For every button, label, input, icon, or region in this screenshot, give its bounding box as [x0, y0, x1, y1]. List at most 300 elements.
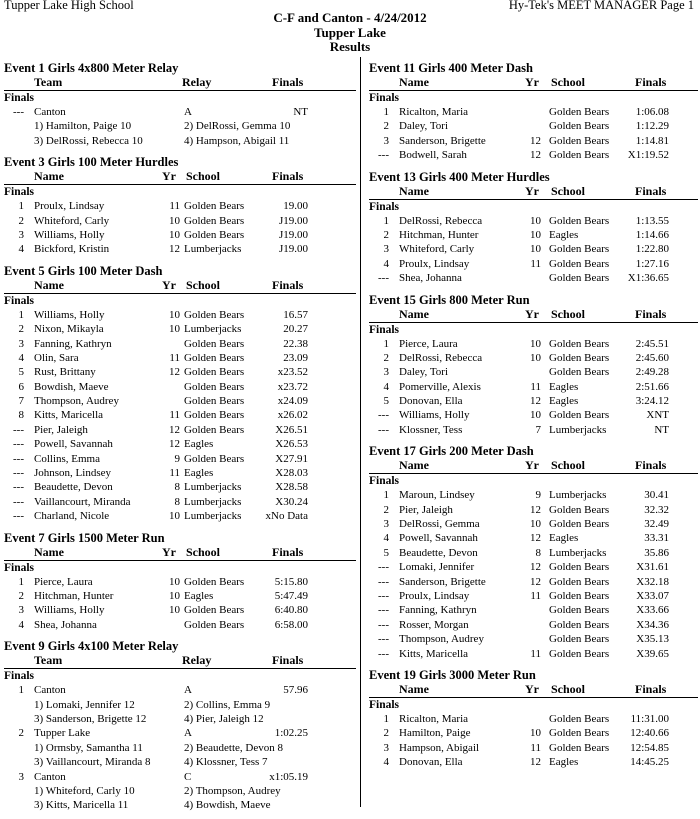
athlete-name: Bowdish, Maeve	[34, 380, 109, 393]
athlete-year: 10	[169, 228, 180, 241]
result-row	[369, 589, 698, 603]
finals-time: X33.66	[636, 604, 669, 617]
place: ---	[13, 452, 24, 465]
result-row	[4, 575, 356, 589]
result-row	[4, 322, 356, 336]
athlete-name: Thompson, Audrey	[399, 633, 484, 646]
place: 5	[383, 546, 389, 559]
place: ---	[378, 409, 389, 422]
place: ---	[13, 495, 24, 508]
finals-time: 32.32	[644, 503, 669, 516]
finals-time: x1:05.19	[269, 770, 308, 783]
header-finals: Finals	[635, 183, 667, 198]
result-row	[369, 351, 698, 365]
athlete-name: Donovan, Ella	[399, 756, 463, 769]
place: 3	[383, 134, 389, 147]
athlete-name: Powell, Savannah	[399, 532, 478, 545]
athlete-name: Johnson, Lindsey	[34, 467, 111, 480]
left-column	[4, 60, 356, 819]
place: ---	[378, 618, 389, 631]
relay-member: 3) Sanderson, Brigette 12	[34, 712, 147, 725]
finals-time: 2:51.66	[635, 380, 669, 393]
finals-time: 1:22.80	[635, 243, 669, 256]
header-school: School	[551, 75, 586, 89]
athlete-year: 11	[530, 257, 541, 270]
athlete-name: Kitts, Maricella	[34, 409, 104, 422]
athlete-year: 12	[530, 134, 541, 147]
meet-title: C-F and Canton - 4/24/2012	[273, 10, 427, 25]
event-block	[369, 292, 698, 438]
result-row	[4, 452, 356, 466]
finals-time: X1:36.65	[627, 272, 669, 285]
place: 2	[383, 228, 389, 241]
athlete-year: 12	[169, 423, 180, 436]
relay-member: 2) DelRossi, Gemma 10	[184, 120, 291, 133]
school-name: Golden Bears	[549, 106, 610, 118]
relay-member: 3) Vaillancourt, Miranda 8	[34, 756, 151, 769]
result-row	[369, 632, 698, 646]
place: 3	[18, 337, 24, 350]
athlete-name: DelRossi, Rebecca	[399, 351, 483, 364]
place: 3	[383, 518, 389, 531]
athlete-year: 8	[174, 481, 180, 494]
place: 1	[383, 337, 389, 350]
school-name: Golden Bears	[549, 149, 610, 162]
relay-member: 3) Kitts, Maricella 11	[34, 799, 129, 812]
school-name: Golden Bears	[184, 604, 245, 617]
result-row	[4, 214, 356, 228]
place: 2	[383, 120, 389, 133]
place: ---	[378, 561, 389, 574]
athlete-year: 8	[174, 495, 180, 508]
athlete-name: Pomerville, Alexis	[399, 380, 481, 393]
finals-time: 5:47.49	[274, 589, 308, 602]
finals-time: 14:45.25	[630, 756, 669, 769]
athlete-year: 11	[169, 351, 180, 364]
athlete-name: Vaillancourt, Miranda	[34, 495, 131, 508]
finals-time: 1:14.66	[635, 228, 669, 241]
place: ---	[378, 575, 389, 588]
relay-members-row	[4, 134, 356, 148]
school-name: Golden Bears	[549, 575, 610, 588]
athlete-name: Kitts, Maricella	[399, 647, 469, 660]
place: 4	[383, 756, 389, 769]
relay-row	[4, 770, 356, 784]
place: 2	[383, 727, 389, 740]
athlete-name: Powell, Savannah	[34, 438, 113, 451]
school-name: Golden Bears	[549, 214, 610, 227]
finals-time: X28.58	[275, 481, 308, 494]
event-title: Event 5 Girls 100 Meter Dash	[4, 263, 163, 278]
athlete-name: Daley, Tori	[399, 120, 449, 133]
school-name: Lumberjacks	[184, 495, 242, 508]
finals-time: X30.24	[275, 495, 308, 508]
athlete-name: Whiteford, Carly	[399, 243, 475, 256]
relay-member: 4) Pier, Jaleigh 12	[184, 712, 264, 725]
athlete-name: Beaudette, Devon	[399, 546, 478, 559]
athlete-year: 11	[530, 647, 541, 660]
finals-time: J19.00	[278, 243, 308, 256]
finals-label: Finals	[4, 92, 35, 104]
school-name: Golden Bears	[549, 257, 610, 270]
place: 6	[18, 380, 24, 393]
result-row	[369, 575, 698, 589]
result-row	[4, 337, 356, 351]
finals-time: 16.57	[283, 308, 308, 321]
finals-time: x26.02	[277, 409, 308, 422]
place: 4	[18, 618, 24, 631]
relay-member: 2) Collins, Emma 9	[184, 698, 271, 711]
school-name: Eagles	[184, 467, 214, 480]
finals-label: Finals	[4, 670, 35, 683]
relay-member: 1) Whiteford, Carly 10	[34, 784, 135, 797]
result-row	[4, 308, 356, 322]
finals-time: X1:19.52	[627, 149, 669, 162]
header-year: Yr	[525, 75, 539, 89]
athlete-name: Williams, Holly	[34, 604, 105, 617]
event-block	[369, 667, 698, 770]
athlete-year: 10	[530, 337, 541, 350]
header-finals: Finals	[272, 169, 304, 184]
athlete-name: Rosser, Morgan	[399, 618, 469, 631]
header-year: Yr	[525, 306, 539, 321]
column-header-row	[4, 546, 356, 561]
finals-time: 35.86	[644, 546, 669, 559]
column-divider	[360, 57, 361, 807]
event-title: Event 3 Girls 100 Meter Hurdles	[4, 155, 179, 170]
result-row	[369, 618, 698, 632]
relay-letter: A	[184, 727, 192, 740]
finals-time: 57.96	[283, 684, 308, 697]
place: 4	[383, 257, 389, 270]
event-title: Event 1 Girls 4x800 Meter Relay	[4, 61, 179, 75]
event-title: Event 15 Girls 800 Meter Run	[369, 292, 530, 307]
school-name: Lumberjacks	[549, 489, 607, 502]
place: 3	[383, 243, 389, 256]
school-name: Golden Bears	[549, 351, 610, 364]
header-school: School	[551, 306, 586, 321]
place: 1	[18, 684, 24, 697]
athlete-year: 12	[530, 532, 541, 545]
place: ---	[378, 589, 389, 602]
result-row	[369, 546, 698, 560]
event-title: Event 9 Girls 4x100 Meter Relay	[4, 639, 179, 654]
header-school: School	[186, 169, 221, 184]
finals-time: 1:13.55	[635, 214, 669, 227]
finals-time: XNT	[646, 409, 669, 422]
result-row	[4, 495, 356, 509]
athlete-year: 10	[530, 243, 541, 256]
header-year: Yr	[162, 277, 176, 292]
place: ---	[13, 423, 24, 436]
place: 2	[18, 214, 24, 227]
result-row	[369, 337, 698, 351]
header-finals: Finals	[272, 277, 304, 292]
finals-time: 2:45.51	[635, 337, 669, 350]
place: 1	[383, 489, 389, 502]
athlete-name: Whiteford, Carly	[34, 214, 110, 227]
place: 4	[18, 243, 24, 256]
athlete-year: 10	[530, 351, 541, 364]
relay-member: 2) Beaudette, Devon 8	[184, 741, 283, 754]
finals-time: X35.13	[636, 633, 669, 646]
athlete-name: Bodwell, Sarah	[399, 149, 467, 162]
result-row	[369, 560, 698, 574]
relay-members-row	[4, 712, 356, 726]
place: 3	[18, 604, 24, 617]
column-header-row	[4, 76, 356, 91]
athlete-name: Donovan, Ella	[399, 395, 463, 408]
place: 2	[383, 351, 389, 364]
result-row	[4, 466, 356, 480]
athlete-year: 10	[530, 727, 541, 740]
finals-time: 19.00	[283, 200, 308, 213]
finals-time: X34.36	[636, 618, 669, 631]
finals-label: Finals	[369, 92, 400, 104]
school-name: Lumberjacks	[184, 323, 242, 336]
finals-time: 2:49.28	[635, 366, 669, 379]
place: 2	[18, 727, 24, 740]
result-row	[369, 119, 698, 133]
result-row	[369, 712, 698, 726]
relay-letter: A	[184, 684, 192, 697]
finals-label: Finals	[4, 561, 35, 574]
place: 1	[383, 214, 389, 227]
place: ---	[13, 481, 24, 494]
athlete-year: 9	[174, 452, 180, 465]
place: ---	[13, 510, 24, 523]
school-name: Eagles	[184, 438, 214, 451]
school-name: Golden Bears	[184, 575, 245, 588]
athlete-name: DelRossi, Rebecca	[399, 214, 483, 227]
header-name: Name	[399, 183, 429, 198]
athlete-year: 11	[530, 380, 541, 393]
column-header-row	[4, 279, 356, 294]
athlete-name: Fanning, Kathryn	[399, 604, 477, 617]
relay-members-row	[4, 741, 356, 755]
place: 3	[18, 770, 24, 783]
school-name: Golden Bears	[549, 561, 610, 574]
result-row	[369, 365, 698, 379]
athlete-name: Proulx, Lindsay	[399, 589, 470, 602]
finals-time: 2:45.60	[635, 351, 669, 364]
result-row	[4, 480, 356, 494]
finals-time: x23.52	[277, 366, 308, 379]
school-name: Lumberjacks	[184, 481, 242, 494]
finals-label: Finals	[369, 475, 400, 488]
school-name: Golden Bears	[549, 337, 610, 350]
event-title: Event 11 Girls 400 Meter Dash	[369, 61, 533, 75]
event-block	[4, 530, 356, 633]
athlete-year: 10	[530, 228, 541, 241]
event-title: Event 19 Girls 3000 Meter Run	[369, 667, 536, 682]
place: 1	[383, 712, 389, 725]
result-row	[4, 351, 356, 365]
athlete-year: 12	[169, 366, 180, 379]
header-team: Team	[34, 75, 63, 89]
athlete-name: Shea, Johanna	[34, 618, 97, 631]
result-row	[4, 603, 356, 617]
event-block	[4, 263, 356, 524]
result-row	[4, 228, 356, 242]
finals-time: x23.72	[277, 380, 308, 393]
event-title: Event 7 Girls 1500 Meter Run	[4, 530, 165, 545]
result-row	[369, 517, 698, 531]
school-name: Eagles	[549, 228, 579, 241]
header-finals: Finals	[635, 458, 667, 473]
place: 2	[18, 323, 24, 336]
result-row	[369, 603, 698, 617]
athlete-name: Proulx, Lindsay	[34, 200, 105, 213]
event-block	[4, 60, 356, 148]
meet-location: Tupper Lake	[314, 24, 386, 40]
place: ---	[13, 438, 24, 451]
result-row	[369, 242, 698, 256]
relay-letter: C	[184, 770, 192, 783]
header-year: Yr	[162, 169, 176, 184]
athlete-year: 10	[530, 214, 541, 227]
athlete-year: 12	[530, 149, 541, 162]
team-name: Canton	[34, 770, 66, 783]
school-name: Golden Bears	[549, 741, 610, 754]
athlete-year: 9	[535, 489, 541, 502]
header-name: Name	[34, 277, 64, 292]
place: 4	[383, 380, 389, 393]
athlete-name: Pier, Jaleigh	[399, 503, 453, 516]
finals-time: X31.61	[636, 561, 669, 574]
school-name: Lumberjacks	[184, 510, 242, 523]
place: ---	[378, 423, 389, 436]
result-row	[369, 503, 698, 517]
software-page-label: Hy-Tek's MEET MANAGER Page 1	[508, 0, 694, 12]
athlete-name: Williams, Holly	[34, 228, 105, 241]
finals-label: Finals	[369, 323, 400, 336]
result-row	[369, 257, 698, 271]
school-name: Golden Bears	[549, 243, 610, 256]
relay-members-row	[4, 798, 356, 812]
relay-letter: A	[184, 106, 192, 118]
place: 3	[18, 228, 24, 241]
school-name: Golden Bears	[184, 409, 245, 422]
school-name: Golden Bears	[549, 272, 610, 285]
finals-label: Finals	[4, 186, 35, 199]
result-row	[369, 394, 698, 408]
school-name: Golden Bears	[184, 337, 245, 350]
right-column	[369, 60, 698, 776]
athlete-name: Beaudette, Devon	[34, 481, 113, 494]
header-finals: Finals	[635, 306, 667, 321]
athlete-name: Williams, Holly	[34, 308, 105, 321]
header-year: Yr	[525, 183, 539, 198]
place: ---	[378, 604, 389, 617]
athlete-name: Pierce, Laura	[34, 575, 93, 588]
result-row	[4, 437, 356, 451]
place: 8	[18, 409, 24, 422]
relay-row	[4, 105, 356, 119]
result-row	[369, 726, 698, 740]
place: 3	[383, 366, 389, 379]
column-header-row	[369, 185, 698, 200]
school-name: Golden Bears	[184, 200, 245, 213]
column-header-row	[369, 76, 698, 91]
result-row	[369, 134, 698, 148]
place: 4	[18, 351, 24, 364]
header-name: Name	[399, 306, 429, 321]
finals-time: 30.41	[644, 489, 669, 502]
header-finals: Finals	[272, 544, 304, 559]
finals-time: 1:14.81	[635, 134, 669, 147]
result-row	[4, 365, 356, 379]
finals-time: X39.65	[636, 647, 669, 660]
athlete-name: Hitchman, Hunter	[399, 228, 479, 241]
athlete-year: 10	[169, 604, 180, 617]
place: 5	[18, 366, 24, 379]
place: ---	[378, 633, 389, 646]
header-finals: Finals	[635, 75, 667, 89]
header-name: Name	[399, 681, 429, 696]
result-row	[4, 589, 356, 603]
athlete-year: 11	[530, 589, 541, 602]
column-header-row	[369, 308, 698, 323]
athlete-year: 10	[169, 589, 180, 602]
place: 2	[18, 589, 24, 602]
athlete-year: 7	[535, 423, 541, 436]
relay-member: 1) Hamilton, Paige 10	[34, 120, 132, 133]
relay-members-row	[4, 784, 356, 798]
athlete-year: 11	[169, 200, 180, 213]
result-row	[4, 199, 356, 213]
school-name: Golden Bears	[549, 618, 610, 631]
school-name: Lumberjacks	[549, 423, 607, 436]
athlete-name: Ricalton, Maria	[399, 712, 469, 725]
school-name: Golden Bears	[549, 134, 610, 147]
result-row	[369, 741, 698, 755]
header-name: Name	[399, 458, 429, 473]
header-year: Yr	[525, 681, 539, 696]
school-name: Tupper Lake High School	[4, 0, 134, 12]
school-name: Golden Bears	[184, 366, 245, 379]
finals-time: 5:15.80	[274, 575, 308, 588]
school-name: Golden Bears	[549, 409, 610, 422]
finals-label: Finals	[4, 294, 35, 307]
athlete-name: Nixon, Mikayla	[34, 323, 104, 336]
finals-time: X26.53	[275, 438, 308, 451]
relay-member: 4) Klossner, Tess 7	[184, 756, 268, 769]
athlete-year: 12	[169, 438, 180, 451]
athlete-year: 10	[169, 308, 180, 321]
result-row	[4, 423, 356, 437]
place: 3	[383, 741, 389, 754]
relay-members-row	[4, 119, 356, 133]
athlete-name: Fanning, Kathryn	[34, 337, 112, 350]
finals-time: 1:02.25	[274, 727, 308, 740]
event-block	[4, 154, 356, 257]
relay-member: 4) Hampson, Abigail 11	[184, 134, 290, 147]
result-row	[369, 531, 698, 545]
header-school: School	[551, 183, 586, 198]
school-name: Golden Bears	[549, 503, 610, 516]
result-row	[4, 242, 356, 256]
athlete-name: Bickford, Kristin	[34, 243, 110, 256]
place: 4	[383, 532, 389, 545]
athlete-name: Olin, Sara	[34, 351, 79, 364]
finals-time: 6:40.80	[274, 604, 308, 617]
athlete-name: Williams, Holly	[399, 409, 470, 422]
athlete-year: 10	[530, 409, 541, 422]
relay-members-row	[4, 755, 356, 769]
athlete-name: Hamilton, Paige	[399, 727, 471, 740]
athlete-name: Lomaki, Jennifer	[399, 561, 475, 574]
